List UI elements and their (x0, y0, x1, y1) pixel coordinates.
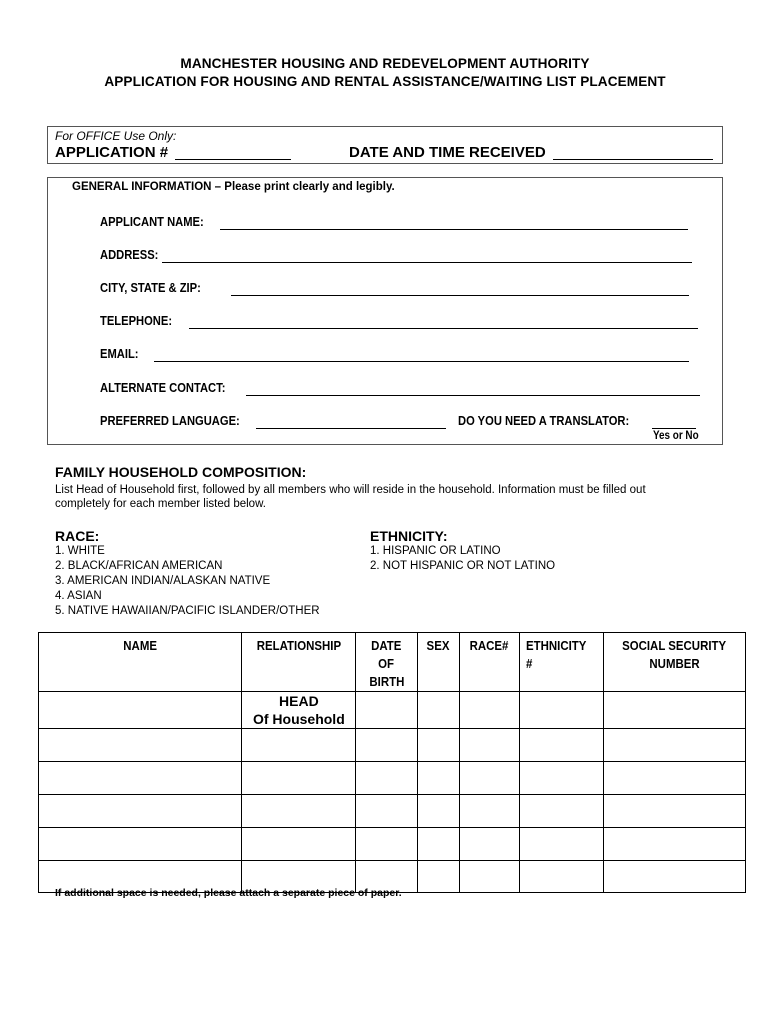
ethnicity-cell[interactable] (519, 795, 603, 828)
sex-cell[interactable] (417, 795, 459, 828)
race-heading: RACE: (55, 528, 100, 544)
table-row (39, 729, 746, 762)
table-row (39, 828, 746, 861)
applicant-name-label: APPLICANT NAME: (100, 214, 204, 229)
office-use-note: For OFFICE Use Only: (55, 129, 177, 143)
ethnicity-options (370, 544, 555, 574)
preferred-language-label: PREFERRED LANGUAGE: (100, 413, 240, 428)
email-label: EMAIL: (100, 346, 139, 361)
column-header-date-of-birth: DATE OF BIRTH (356, 633, 417, 692)
office-use-box (47, 126, 723, 164)
table-row (39, 795, 746, 828)
address-field[interactable] (162, 262, 692, 263)
name-cell[interactable] (39, 795, 242, 828)
column-header-race: RACE# (459, 633, 519, 692)
city-state-zip-field[interactable] (231, 295, 689, 296)
name-cell[interactable] (39, 762, 242, 795)
dob-cell[interactable] (356, 795, 417, 828)
race-option: 2. BLACK/AFRICAN AMERICAN (55, 560, 223, 572)
ssn-cell[interactable] (603, 828, 745, 861)
general-information-box (47, 177, 723, 445)
column-header-ssn: SOCIAL SECURITY NUMBER (603, 633, 745, 692)
race-option: 4. ASIAN (55, 590, 102, 602)
ssn-cell[interactable] (603, 692, 745, 729)
application-number-label: APPLICATION # (55, 144, 169, 161)
table-header-row (39, 633, 746, 692)
race-cell[interactable] (459, 828, 519, 861)
application-number-field[interactable] (175, 159, 291, 160)
relationship-cell[interactable] (242, 762, 356, 795)
email-field[interactable] (154, 361, 689, 362)
race-options (55, 544, 320, 619)
additional-space-note: If additional space is needed, please attach a separate piece of paper. (55, 887, 402, 899)
form-title-line1: MANCHESTER HOUSING AND REDEVELOPMENT AUTHORITY (180, 56, 590, 71)
ssn-cell[interactable] (603, 762, 745, 795)
ssn-cell[interactable] (603, 729, 745, 762)
ethnicity-cell[interactable] (519, 828, 603, 861)
name-cell[interactable] (39, 828, 242, 861)
telephone-label: TELEPHONE: (100, 313, 173, 328)
family-composition-heading: FAMILY HOUSEHOLD COMPOSITION: (55, 464, 307, 480)
relationship-cell[interactable] (242, 729, 356, 762)
ssn-cell[interactable] (603, 795, 745, 828)
relationship-cell[interactable] (242, 795, 356, 828)
sex-cell[interactable] (417, 828, 459, 861)
city-state-zip-label: CITY, STATE & ZIP: (100, 280, 201, 295)
ethnicity-option: 2. NOT HISPANIC OR NOT LATINO (370, 560, 556, 572)
race-cell[interactable] (459, 762, 519, 795)
preferred-language-field[interactable] (256, 428, 446, 429)
column-header-sex: SEX (417, 633, 459, 692)
dob-cell[interactable] (356, 762, 417, 795)
family-instructions-line2: completely for each member listed below. (55, 498, 266, 510)
race-cell[interactable] (459, 795, 519, 828)
applicant-name-field[interactable] (220, 229, 688, 230)
date-received-label: DATE AND TIME RECEIVED (349, 144, 546, 161)
translator-field[interactable] (652, 428, 696, 429)
form-title-line2: APPLICATION FOR HOUSING AND RENTAL ASSISTANCE/WAITING LIST PLACEMENT (104, 74, 666, 89)
ethnicity-heading: ETHNICITY: (370, 528, 448, 544)
ssn-cell[interactable] (603, 861, 745, 893)
address-label: ADDRESS: (100, 247, 159, 262)
sex-cell[interactable] (417, 729, 459, 762)
sex-cell[interactable] (417, 692, 459, 729)
household-table (38, 632, 746, 893)
yes-or-no-hint: Yes or No (653, 430, 699, 442)
sex-cell[interactable] (417, 861, 459, 893)
name-cell[interactable] (39, 729, 242, 762)
family-instructions-line1: List Head of Household first, followed by all members who will reside in the household. Information must be filled out (55, 484, 646, 496)
race-cell[interactable] (459, 692, 519, 729)
dob-cell[interactable] (356, 828, 417, 861)
telephone-field[interactable] (189, 328, 698, 329)
race-option: 5. NATIVE HAWAIIAN/PACIFIC ISLANDER/OTHER (55, 605, 320, 617)
ethnicity-cell[interactable] (519, 861, 603, 893)
column-header-ethnicity: ETHNICITY # (519, 633, 603, 692)
column-header-relationship: RELATIONSHIP (242, 633, 356, 692)
table-row (39, 692, 746, 729)
date-received-field[interactable] (553, 159, 713, 160)
relationship-cell[interactable] (242, 828, 356, 861)
race-option: 3. AMERICAN INDIAN/ALASKAN NATIVE (55, 575, 271, 587)
general-information-heading: GENERAL INFORMATION – Please print clearly and legibly. (72, 181, 395, 193)
race-cell[interactable] (459, 861, 519, 893)
table-row (39, 762, 746, 795)
dob-cell[interactable] (356, 692, 417, 729)
ethnicity-cell[interactable] (519, 729, 603, 762)
race-option: 1. WHITE (55, 545, 105, 557)
column-header-name: NAME (39, 633, 242, 692)
head-of-household-cell: HEAD Of Household (242, 692, 356, 729)
ethnicity-cell[interactable] (519, 692, 603, 729)
ethnicity-cell[interactable] (519, 762, 603, 795)
race-cell[interactable] (459, 729, 519, 762)
alternate-contact-field[interactable] (246, 395, 700, 396)
name-cell[interactable] (39, 692, 242, 729)
ethnicity-option: 1. HISPANIC OR LATINO (370, 545, 501, 557)
dob-cell[interactable] (356, 729, 417, 762)
sex-cell[interactable] (417, 762, 459, 795)
alternate-contact-label: ALTERNATE CONTACT: (100, 380, 226, 395)
translator-label: DO YOU NEED A TRANSLATOR: (458, 413, 630, 428)
